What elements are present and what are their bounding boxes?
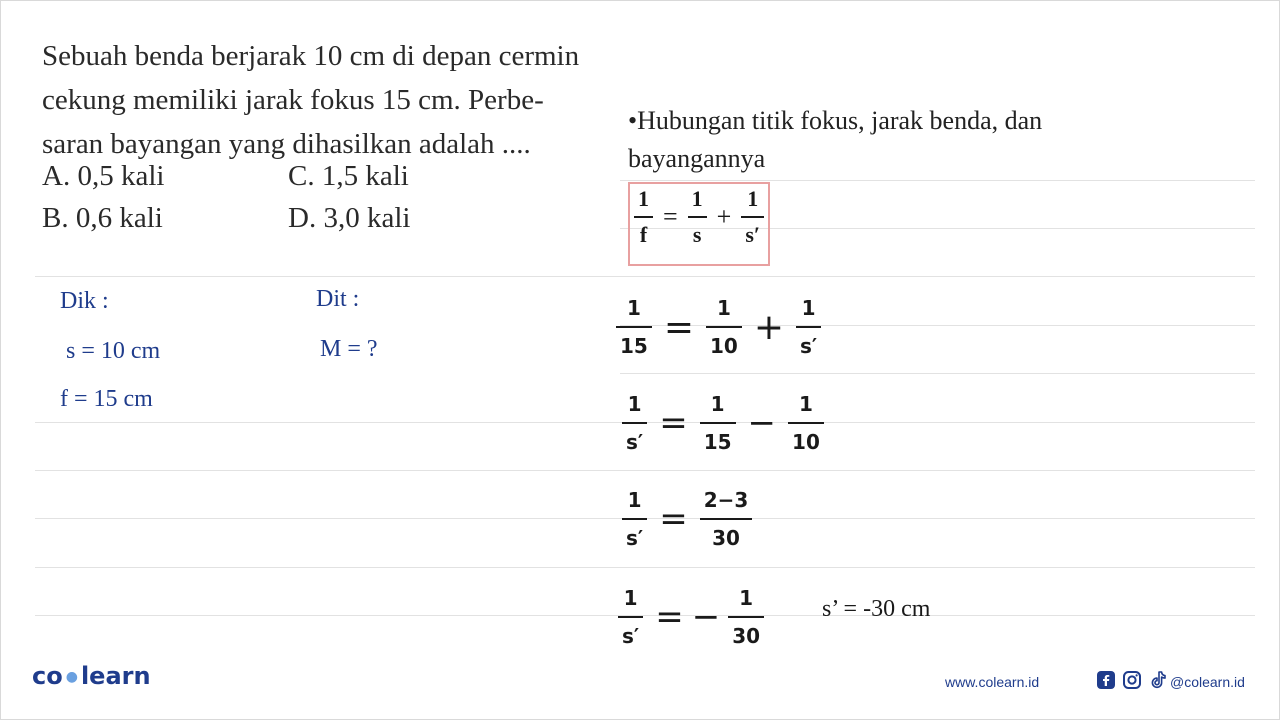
social-handle[interactable]: @colearn.id	[1170, 674, 1245, 690]
option-a[interactable]: A. 0,5 kali	[42, 160, 165, 192]
ruled-line	[620, 180, 1255, 181]
plus-sign: +	[716, 202, 732, 231]
logo-text: learn	[80, 662, 151, 690]
denominator: 10	[710, 334, 738, 358]
question-line: cekung memiliki jarak fokus 15 cm. Perbe-	[42, 84, 544, 116]
dik-label: Dik :	[60, 288, 109, 314]
logo-text: co	[32, 662, 63, 690]
given-s: s = 10 cm	[66, 338, 161, 364]
numerator: 1	[691, 186, 703, 211]
mirror-formula	[630, 186, 768, 248]
fraction	[688, 186, 707, 248]
website-link[interactable]: www.colearn.id	[945, 674, 1040, 690]
denominator: 15	[620, 334, 648, 358]
equals-sign: =	[655, 597, 684, 637]
ruled-line	[35, 567, 1255, 568]
numerator: 1	[747, 186, 759, 211]
fraction	[618, 586, 643, 648]
option-b[interactable]: B. 0,6 kali	[42, 202, 163, 234]
question-line: saran bayangan yang dihasilkan adalah ....	[42, 128, 531, 160]
fraction	[788, 392, 824, 454]
numerator: 1	[739, 586, 754, 610]
instagram-icon[interactable]	[1122, 670, 1142, 690]
fraction	[706, 296, 742, 358]
step-1-equation	[612, 296, 825, 358]
tiktok-icon[interactable]	[1148, 670, 1168, 690]
denominator: s′	[622, 624, 640, 648]
denominator: s′	[626, 526, 644, 550]
denominator: s	[692, 222, 702, 247]
asked-m: M = ?	[320, 336, 378, 362]
ruled-line	[620, 373, 1255, 374]
note-line: •Hubungan titik fokus, jarak benda, dan	[628, 106, 1043, 135]
numerator: 1	[798, 392, 813, 416]
fraction	[796, 296, 821, 358]
step-4-equation	[614, 586, 768, 648]
note-line: bayangannya	[628, 144, 766, 173]
ruled-line	[35, 276, 1255, 277]
fraction	[634, 186, 653, 248]
denominator: s′	[745, 222, 761, 247]
dit-label: Dit :	[316, 286, 360, 312]
numerator: 1	[801, 296, 816, 320]
result-text: s’ = -30 cm	[822, 596, 931, 622]
numerator: 1	[710, 392, 725, 416]
fraction	[616, 296, 652, 358]
fraction	[728, 586, 764, 648]
option-c[interactable]: C. 1,5 kali	[288, 160, 409, 192]
question-line: Sebuah benda berjarak 10 cm di depan cermin	[42, 40, 580, 72]
relation-note	[628, 102, 1042, 178]
denominator: 30	[732, 624, 761, 648]
facebook-icon[interactable]	[1096, 670, 1116, 690]
equals-sign: =	[663, 306, 695, 348]
denominator: s′	[626, 430, 644, 454]
numerator: 1	[716, 296, 731, 320]
minus-sign: −	[691, 597, 721, 637]
numerator: 2−3	[703, 488, 749, 512]
plus-sign: +	[753, 306, 785, 348]
equals-sign: =	[659, 403, 688, 443]
fraction	[622, 488, 647, 550]
given-f: f = 15 cm	[60, 386, 153, 412]
numerator: 1	[627, 488, 642, 512]
numerator: 1	[638, 186, 649, 211]
denominator: 10	[792, 430, 820, 454]
denominator: 30	[712, 526, 740, 550]
fraction	[741, 186, 764, 248]
equals-sign: =	[659, 499, 688, 539]
option-d[interactable]: D. 3,0 kali	[288, 202, 411, 234]
denominator: f	[639, 222, 648, 247]
numerator: 1	[626, 296, 641, 320]
minus-sign: −	[747, 403, 777, 443]
fraction	[700, 488, 753, 550]
equals-sign: =	[663, 202, 678, 231]
step-2-equation	[618, 392, 828, 454]
denominator: s′	[800, 334, 818, 358]
denominator: 15	[703, 430, 732, 454]
fraction	[700, 392, 736, 454]
numerator: 1	[627, 392, 642, 416]
ruled-line	[35, 470, 1255, 471]
fraction	[622, 392, 647, 454]
colearn-logo: co ● learn	[32, 662, 151, 690]
step-3-equation	[618, 488, 756, 550]
numerator: 1	[623, 586, 638, 610]
question-text	[42, 34, 579, 166]
